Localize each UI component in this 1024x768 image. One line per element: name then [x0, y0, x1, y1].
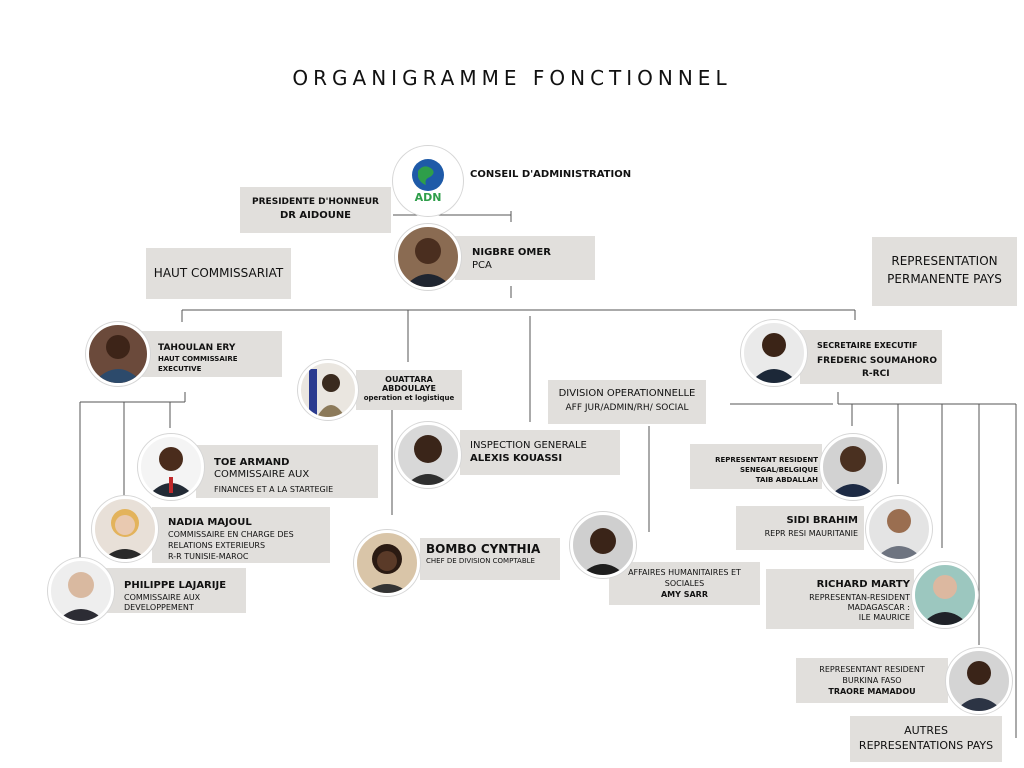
philippe-role2: DEVELOPPEMENT — [124, 603, 194, 612]
avatar-bombo-cynthia — [354, 530, 420, 596]
presidente-box — [240, 187, 391, 233]
division-line1: DIVISION OPERATIONNELLE — [558, 388, 696, 399]
adn-logo — [393, 146, 463, 216]
richard-box — [766, 569, 914, 629]
haut-commissariat-box — [146, 248, 291, 299]
richard-name: RICHARD MARTY — [816, 579, 910, 590]
autres-box — [850, 716, 1002, 762]
representation-line2: PERMANENTE PAYS — [887, 272, 1002, 286]
affaires-name: AMY SARR — [660, 590, 708, 599]
avatar-nigbre-omer — [395, 224, 461, 290]
nadia-role1: COMMISSAIRE EN CHARGE DES — [168, 530, 294, 539]
avatar-nadia-majoul — [92, 496, 158, 562]
avatar-tahoulan-ery — [86, 322, 150, 386]
avatar-richard-marty — [912, 562, 978, 628]
avatar-traore-mamadou — [946, 648, 1012, 714]
senegal-line1: REPRESENTANT RESIDENT — [715, 456, 818, 464]
inspection-name: ALEXIS KOUASSI — [470, 453, 563, 464]
avatar-frederic-soumahoro — [741, 320, 807, 386]
philippe-role1: COMMISSAIRE AUX — [124, 593, 201, 602]
richard-role3: ILE MAURICE — [858, 613, 910, 622]
ouattara-name2: ABDOULAYE — [381, 384, 436, 393]
pca-name: NIGBRE OMER — [472, 247, 551, 258]
nadia-name: NADIA MAJOUL — [168, 517, 252, 528]
richard-role1: REPRESENTAN-RESIDENT — [809, 593, 910, 602]
avatar-amy-sarr — [570, 512, 636, 578]
tahoulan-role1: HAUT COMMISSAIRE — [158, 355, 238, 363]
traore-line2: BURKINA FASO — [842, 676, 902, 685]
traore-name: TRAORE MAMADOU — [828, 687, 916, 696]
autres-line2: REPRESENTATIONS PAYS — [858, 739, 994, 752]
presidente-title: PRESIDENTE D'HONNEUR — [252, 197, 379, 207]
toe-role1: COMMISSAIRE AUX — [214, 469, 310, 480]
avatar-taib-abdallah — [820, 434, 886, 500]
nadia-role3: R-R TUNISIE-MAROC — [168, 552, 249, 561]
traore-box — [796, 658, 948, 703]
senegal-line2: SENEGAL/BELGIQUE — [740, 466, 818, 474]
logo-text: ADN — [414, 191, 442, 204]
pca-box — [455, 236, 595, 280]
sidi-name: SIDI BRAHIM — [786, 515, 858, 526]
secretaire-extra: R-RCI — [862, 369, 890, 379]
senegal-name: TAIB ABDALLAH — [755, 476, 818, 484]
richard-role2: MADAGASCAR : — [847, 603, 910, 612]
toe-name: TOE ARMAND — [214, 457, 290, 468]
conseil-label: CONSEIL D'ADMINISTRATION — [470, 169, 632, 180]
traore-line1: REPRESENTANT RESIDENT — [819, 665, 925, 674]
ouattara-name1: OUATTARA — [385, 375, 433, 384]
affaires-line1: AFFAIRES HUMANITAIRES ET — [628, 568, 741, 577]
nadia-role2: RELATIONS EXTERIEURS — [168, 541, 266, 550]
affaires-box — [609, 562, 760, 605]
philippe-name: PHILIPPE LAJARIJE — [124, 580, 227, 591]
avatar-philippe-lajarije — [48, 558, 114, 624]
sidi-box — [736, 506, 864, 550]
avatar-toe-armand — [138, 434, 204, 500]
page-title: ORGANIGRAMME FONCTIONNEL — [292, 66, 732, 90]
representation-line1: REPRESENTATION — [891, 254, 998, 268]
avatar-ouattara-abdoulaye — [298, 360, 358, 420]
haut-commissariat-label: HAUT COMMISSARIAT — [153, 266, 284, 280]
tahoulan-name: TAHOULAN ERY — [158, 343, 236, 353]
toe-role2: FINANCES ET A LA STARTEGIE — [214, 485, 334, 494]
inspection-role: INSPECTION GENERALE — [470, 440, 587, 451]
representation-box — [872, 237, 1017, 306]
avatar-sidi-brahim — [866, 496, 932, 562]
division-box — [548, 380, 706, 424]
pca-role: PCA — [472, 260, 492, 271]
tahoulan-role2: EXECUTIVE — [158, 365, 202, 373]
sidi-role: REPR RESI MAURITANIE — [764, 529, 858, 538]
affaires-line2: SOCIALES — [664, 579, 705, 588]
bombo-role: CHEF DE DIVISION COMPTABLE — [426, 557, 535, 565]
ouattara-box — [356, 370, 462, 410]
avatar-alexis-kouassi — [395, 422, 461, 488]
ouattara-role: operation et logistique — [363, 394, 455, 402]
bombo-name: BOMBO CYNTHIA — [426, 542, 541, 556]
division-line2: AFF JUR/ADMIN/RH/ SOCIAL — [565, 403, 689, 413]
autres-line1: AUTRES — [904, 724, 948, 737]
secretaire-name: FREDERIC SOUMAHORO — [817, 356, 937, 366]
secretaire-role: SECRETAIRE EXECUTIF — [817, 341, 918, 350]
senegal-box — [690, 444, 822, 489]
presidente-name: DR AIDOUNE — [279, 210, 352, 221]
